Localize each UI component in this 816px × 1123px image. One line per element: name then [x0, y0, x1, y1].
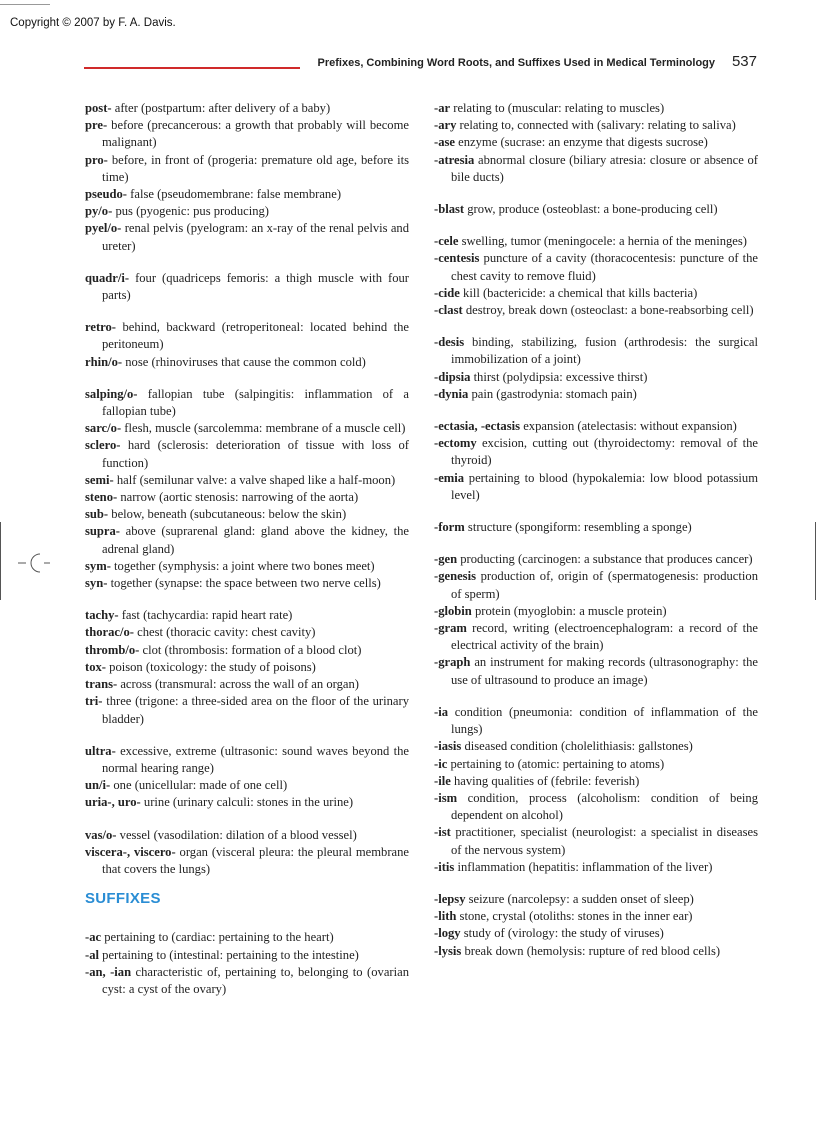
- entry-definition: three (trigone: a three-sided area on the floor of the urinary bladder): [102, 694, 409, 726]
- registration-mark-icon: [18, 550, 52, 576]
- glossary-entry: [434, 654, 758, 688]
- entry-term: viscera-, viscero-: [85, 844, 176, 859]
- glossary-entry: [85, 794, 409, 811]
- entry-term: quadr/i-: [85, 270, 130, 285]
- entry-definition: expansion (atelectasis: without expansion): [523, 419, 737, 434]
- entry-definition: binding, stabilizing, fusion (arthrodesis: the surgical immobilization of a joint): [451, 335, 758, 367]
- glossary-entry: [85, 354, 409, 371]
- entry-definition: renal pelvis (pyelogram: an x-ray of the renal pelvis and ureter): [102, 221, 409, 253]
- entry-term: -ic: [434, 756, 448, 771]
- group-spacer: [85, 304, 409, 319]
- suffixes-heading: SUFFIXES: [85, 890, 161, 908]
- glossary-entry: [85, 420, 409, 437]
- entry-term: -centesis: [434, 251, 480, 266]
- glossary-entry: [434, 100, 758, 117]
- entry-definition: condition (pneumonia: condition of inflammation of the lungs): [451, 704, 758, 737]
- glossary-entry: [85, 523, 409, 557]
- entry-definition: protein (myoglobin: a muscle protein): [474, 603, 667, 618]
- glossary-entry: [434, 943, 758, 960]
- entry-definition: practitioner, specialist (neurologist: a specialist in diseases of the nervous system): [451, 825, 758, 857]
- glossary-entry: [434, 302, 758, 319]
- entry-term: steno-: [85, 490, 118, 505]
- entry-term: -ac: [85, 930, 102, 945]
- entry-term: pre-: [85, 118, 108, 133]
- entry-definition: narrow (aortic stenosis: narrowing of the aorta): [120, 490, 359, 505]
- entry-term: -cele: [434, 234, 459, 249]
- entry-term: sarc/o-: [85, 421, 122, 436]
- glossary-entry: [85, 827, 409, 844]
- entry-definition: pertaining to blood (hypokalemia: low blood potassium level): [451, 470, 758, 502]
- entry-definition: having qualities of (febrile: feverish): [453, 773, 640, 788]
- entry-term: rhin/o-: [85, 354, 123, 369]
- glossary-entry: [85, 624, 409, 641]
- entry-definition: stone, crystal (otoliths: stones in the inner ear): [459, 909, 693, 924]
- entry-definition: before (precancerous: a growth that probably will become malignant): [102, 118, 409, 150]
- group-spacer: [434, 319, 758, 334]
- entry-definition: enzyme (sucrase: an enzyme that digests sucrose): [458, 135, 708, 150]
- entry-term: -ia: [434, 704, 448, 719]
- glossary-entry: [434, 519, 758, 536]
- glossary-entry: [85, 506, 409, 523]
- entry-definition: pertaining to (atomic: pertaining to atoms): [450, 756, 665, 771]
- glossary-entry: [434, 568, 758, 602]
- page-number: 537: [731, 53, 757, 70]
- entry-term: -lepsy: [434, 891, 466, 906]
- group-spacer: [85, 812, 409, 827]
- glossary-entry: [434, 152, 758, 186]
- glossary-entry: [85, 186, 409, 203]
- glossary-entry: [85, 558, 409, 575]
- entry-definition: together (symphysis: a joint where two bones meet): [114, 558, 375, 573]
- entry-term: -globin: [434, 603, 472, 618]
- entry-definition: false (pseudomembrane: false membrane): [130, 187, 342, 202]
- glossary-entry: [434, 250, 758, 284]
- glossary-entry: [85, 947, 409, 964]
- glossary-entry: [85, 693, 409, 727]
- entry-term: vas/o-: [85, 827, 117, 842]
- group-spacer: [434, 876, 758, 891]
- entry-definition: organ (visceral pleura: the pleural membrane that covers the lungs): [102, 844, 409, 876]
- glossary-entry: [434, 824, 758, 858]
- entry-term: tox-: [85, 659, 106, 674]
- entry-term: -logy: [434, 926, 461, 941]
- group-spacer: [85, 371, 409, 386]
- entry-term: -atresia: [434, 152, 475, 167]
- entry-definition: behind, backward (retroperitoneal: located behind the peritoneum): [102, 320, 409, 352]
- entry-term: -ism: [434, 790, 458, 805]
- entry-definition: pain (gastrodynia: stomach pain): [471, 386, 637, 401]
- entry-definition: producting (carcinogen: a substance that produces cancer): [460, 552, 753, 567]
- entry-term: -an, -ian: [85, 964, 132, 979]
- suffix-entries-left: [85, 929, 409, 998]
- header-rule: [84, 67, 300, 69]
- glossary-entry: [85, 203, 409, 220]
- entry-term: un/i-: [85, 778, 111, 793]
- entry-term: -ectomy: [434, 436, 477, 451]
- entry-definition: pertaining to (cardiac: pertaining to the heart): [104, 930, 334, 945]
- entry-term: supra-: [85, 524, 120, 539]
- glossary-entry: [85, 575, 409, 592]
- entry-term: -ile: [434, 773, 451, 788]
- glossary-entry: [434, 620, 758, 654]
- glossary-entry: [434, 386, 758, 403]
- glossary-entry: [85, 743, 409, 777]
- entry-definition: four (quadriceps femoris: a thigh muscle with four parts): [102, 270, 409, 303]
- entry-term: syn-: [85, 576, 108, 591]
- glossary-entry: [434, 134, 758, 151]
- glossary-entry: [434, 201, 758, 218]
- glossary-entry: [434, 117, 758, 134]
- glossary-entry: [85, 964, 409, 998]
- entry-term: tri-: [85, 694, 103, 709]
- entry-definition: chest (thoracic cavity: chest cavity): [137, 625, 316, 640]
- entry-term: -cide: [434, 285, 460, 300]
- prefix-entries: [85, 100, 409, 878]
- entry-definition: together (synapse: the space between two nerve cells): [110, 576, 381, 591]
- entry-term: -ase: [434, 135, 455, 150]
- entry-term: salping/o-: [85, 386, 138, 401]
- entry-term: -emia: [434, 470, 465, 485]
- entry-definition: fast (tachycardia: rapid heart rate): [121, 608, 293, 623]
- glossary-entry: [85, 437, 409, 471]
- glossary-entry: [85, 472, 409, 489]
- entry-term: uria-, uro-: [85, 795, 141, 810]
- entry-term: -lysis: [434, 943, 462, 958]
- entry-definition: characteristic of, pertaining to, belonging to (ovarian cyst: a cyst of the ovary): [102, 964, 409, 996]
- glossary-entry: [85, 642, 409, 659]
- group-spacer: [434, 403, 758, 418]
- group-spacer: [434, 186, 758, 201]
- entry-term: -graph: [434, 655, 471, 670]
- entry-definition: vessel (vasodilation: dilation of a blood vessel): [119, 827, 357, 842]
- entry-term: -al: [85, 947, 99, 962]
- entry-term: post-: [85, 101, 112, 115]
- entry-definition: half (semilunar valve: a valve shaped like a half-moon): [116, 472, 396, 487]
- entry-definition: below, beneath (subcutaneous: below the skin): [111, 507, 347, 522]
- entry-definition: urine (urinary calculi: stones in the urine): [143, 795, 354, 810]
- entry-definition: abnormal closure (biliary atresia: closure or absence of bile ducts): [451, 152, 758, 184]
- entry-term: pyel/o-: [85, 221, 122, 236]
- entry-term: -desis: [434, 335, 465, 350]
- glossary-entry: [85, 220, 409, 254]
- entry-term: -itis: [434, 859, 455, 874]
- glossary-entry: [434, 790, 758, 824]
- glossary-entry: [85, 659, 409, 676]
- entry-term: -gram: [434, 621, 467, 636]
- entry-definition: excision, cutting out (thyroidectomy: removal of the thyroid): [451, 436, 759, 468]
- entry-definition: above (suprarenal gland: gland above the kidney, the adrenal gland): [102, 524, 409, 556]
- group-spacer: [434, 218, 758, 233]
- entry-term: -genesis: [434, 569, 476, 584]
- entry-term: -ary: [434, 118, 457, 133]
- entry-term: sclero-: [85, 438, 121, 453]
- entry-definition: destroy, break down (osteoclast: a bone-reabsorbing cell): [465, 303, 754, 318]
- suffix-entries-right: [434, 100, 758, 960]
- entry-definition: after (postpartum: after delivery of a baby): [114, 101, 331, 115]
- entry-definition: flesh, muscle (sarcolemma: membrane of a muscle cell): [124, 421, 406, 436]
- entry-definition: record, writing (electroencephalogram: a record of the electrical activity of the brain): [451, 621, 758, 653]
- entry-term: -blast: [434, 202, 465, 217]
- entry-definition: swelling, tumor (meningocele: a hernia of the meninges): [461, 234, 747, 249]
- entry-term: -clast: [434, 303, 463, 318]
- entry-definition: kill (bactericide: a chemical that kills bacteria): [463, 285, 698, 300]
- glossary-entry: [434, 925, 758, 942]
- right-column: [434, 100, 758, 960]
- entry-term: -lith: [434, 909, 457, 924]
- entry-definition: excessive, extreme (ultrasonic: sound waves beyond the normal hearing range): [102, 743, 409, 775]
- entry-term: -form: [434, 520, 465, 535]
- entry-definition: an instrument for making records (ultrasonography: the use of ultrasound to produce an image): [451, 655, 758, 687]
- entry-definition: puncture of a cavity (thoracocentesis: puncture of the chest cavity to remove fluid): [451, 251, 758, 283]
- entry-term: semi-: [85, 472, 114, 487]
- entry-definition: pus (pyogenic: pus producing): [115, 204, 270, 219]
- glossary-entry: [434, 470, 758, 504]
- group-spacer: [434, 689, 758, 704]
- entry-term: trans-: [85, 677, 118, 692]
- glossary-entry: [85, 152, 409, 186]
- glossary-entry: [85, 676, 409, 693]
- group-spacer: [85, 255, 409, 270]
- glossary-entry: [434, 551, 758, 568]
- entry-term: -dynia: [434, 386, 469, 401]
- entry-definition: nose (rhinoviruses that cause the common cold): [125, 354, 366, 369]
- entry-term: thromb/o-: [85, 642, 140, 657]
- entry-term: -ar: [434, 101, 451, 115]
- left-margin-line: [0, 522, 1, 600]
- glossary-entry: [434, 285, 758, 302]
- copyright-notice: Copyright © 2007 by F. A. Davis.: [10, 17, 176, 29]
- entry-definition: condition, process (alcoholism: condition of being dependent on alcohol): [451, 790, 758, 823]
- glossary-entry: [85, 100, 409, 117]
- glossary-entry: [434, 859, 758, 876]
- entry-term: py/o-: [85, 204, 113, 219]
- entry-definition: inflammation (hepatitis: inflammation of the liver): [457, 859, 713, 874]
- entry-term: ultra-: [85, 743, 116, 758]
- group-spacer: [85, 592, 409, 607]
- entry-term: tachy-: [85, 608, 119, 623]
- glossary-entry: [434, 418, 758, 435]
- entry-term: thorac/o-: [85, 625, 134, 640]
- glossary-entry: [85, 319, 409, 353]
- entry-definition: seizure (narcolepsy: a sudden onset of sleep): [468, 891, 694, 906]
- entry-definition: poison (toxicology: the study of poisons): [109, 659, 316, 674]
- entry-definition: study of (virology: the study of viruses): [463, 926, 664, 941]
- glossary-entry: [434, 603, 758, 620]
- glossary-entry: [434, 435, 758, 469]
- running-head: Prefixes, Combining Word Roots, and Suffixes Used in Medical Terminology: [317, 57, 715, 69]
- entry-definition: hard (sclerosis: deterioration of tissue with loss of function): [102, 438, 409, 470]
- top-crop-line: [0, 4, 50, 5]
- entry-definition: grow, produce (osteoblast: a bone-producing cell): [467, 202, 718, 217]
- group-spacer: [85, 728, 409, 743]
- left-column: [85, 100, 409, 998]
- glossary-entry: [85, 929, 409, 946]
- entry-definition: relating to (muscular: relating to muscles): [453, 101, 665, 115]
- glossary-entry: [434, 908, 758, 925]
- glossary-entry: [85, 777, 409, 794]
- entry-definition: across (transmural: across the wall of an organ): [120, 677, 359, 692]
- glossary-entry: [85, 386, 409, 420]
- group-spacer: [434, 536, 758, 551]
- glossary-entry: [85, 607, 409, 624]
- entry-definition: production of, origin of (spermatogenesis: production of sperm): [451, 569, 758, 601]
- entry-definition: fallopian tube (salpingitis: inflammation of a fallopian tube): [102, 386, 409, 419]
- entry-term: -gen: [434, 552, 458, 567]
- glossary-entry: [434, 891, 758, 908]
- entry-term: retro-: [85, 320, 116, 335]
- entry-definition: break down (hemolysis: rupture of red blood cells): [464, 943, 721, 958]
- glossary-entry: [434, 233, 758, 250]
- entry-definition: relating to, connected with (salivary: relating to saliva): [459, 118, 736, 133]
- entry-term: -ist: [434, 825, 451, 840]
- entry-term: pro-: [85, 152, 108, 167]
- entry-definition: before, in front of (progeria: premature old age, before its time): [102, 152, 409, 184]
- entry-term: -ectasia, -ectasis: [434, 419, 521, 434]
- glossary-entry: [85, 489, 409, 506]
- glossary-entry: [434, 756, 758, 773]
- glossary-entry: [434, 334, 758, 368]
- entry-definition: clot (thrombosis: formation of a blood clot): [142, 642, 362, 657]
- entry-term: -iasis: [434, 739, 462, 754]
- glossary-entry: [434, 704, 758, 738]
- group-spacer: [434, 504, 758, 519]
- entry-term: -dipsia: [434, 369, 471, 384]
- entry-term: pseudo-: [85, 187, 127, 202]
- entry-definition: pertaining to (intestinal: pertaining to the intestine): [102, 947, 359, 962]
- entry-term: sym-: [85, 558, 111, 573]
- glossary-entry: [85, 270, 409, 304]
- glossary-entry: [434, 738, 758, 755]
- entry-definition: structure (spongiform: resembling a sponge): [467, 520, 692, 535]
- glossary-entry: [85, 117, 409, 151]
- glossary-entry: [85, 844, 409, 878]
- glossary-entry: [434, 369, 758, 386]
- entry-term: sub-: [85, 507, 109, 522]
- entry-definition: diseased condition (cholelithiasis: gallstones): [464, 739, 693, 754]
- entry-definition: one (unicellular: made of one cell): [113, 778, 288, 793]
- glossary-entry: [434, 773, 758, 790]
- entry-definition: thirst (polydipsia: excessive thirst): [473, 369, 648, 384]
